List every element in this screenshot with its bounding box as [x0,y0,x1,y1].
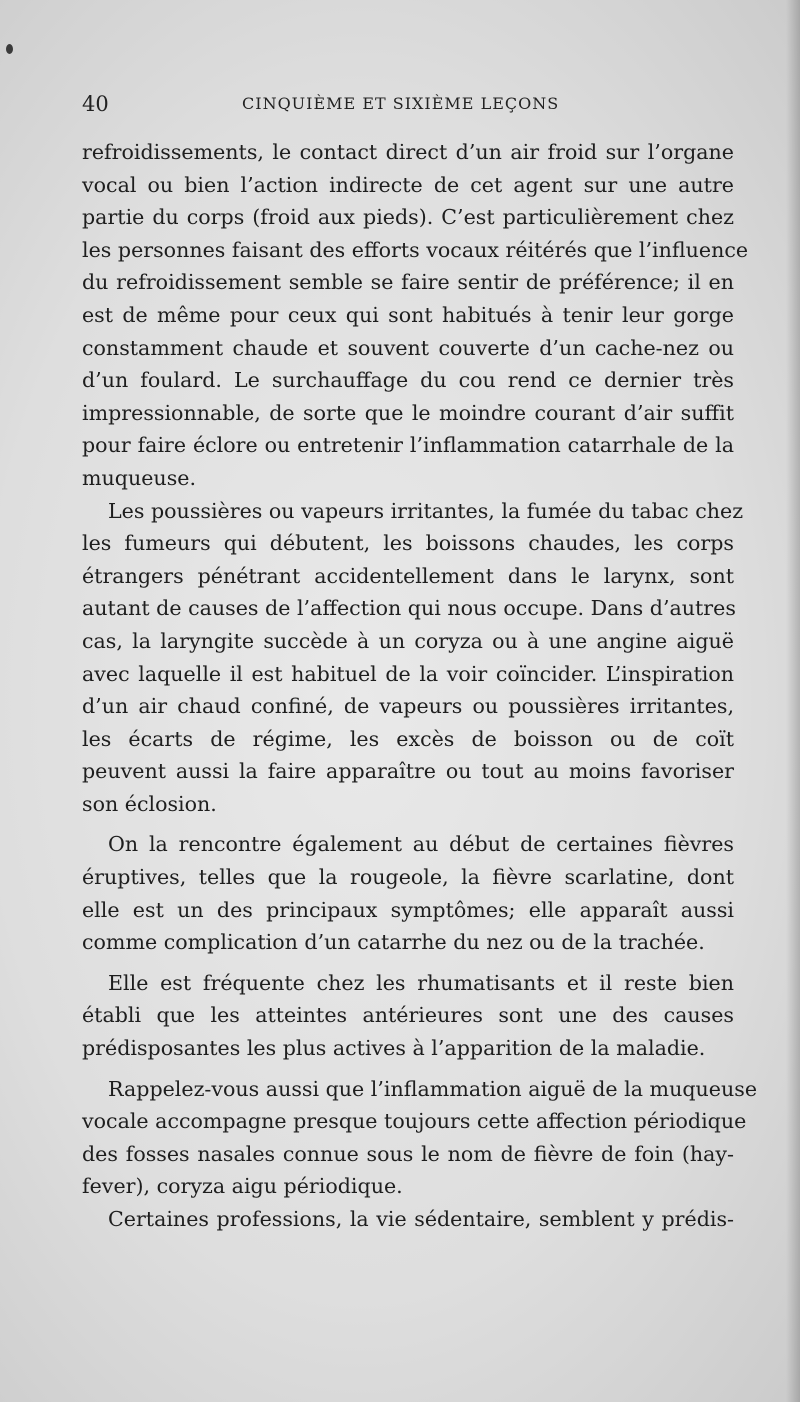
text-line: cas, la laryngite succède à un coryza ou à une angine aiguë [82,628,734,653]
text-line: partie du corps (froid aux pieds). C’est particulièrement chez [82,205,734,230]
text-line: d’un foulard. Le surchauffage du cou rend ce dernier très [82,368,734,393]
paragraph-4 [82,967,734,1065]
body-text [82,136,758,1236]
text-line: son éclosion. [82,791,217,816]
text-line: constamment chaude et souvent couverte d’un cache-nez ou [82,335,734,360]
paragraph-1 [82,136,749,495]
text-line: établi que les atteintes antérieures sont une des causes [82,1003,734,1028]
text-line: les fumeurs qui débutent, les boissons chaudes, les corps [82,531,734,556]
paragraph-gap [82,959,734,967]
text-line: vocale accompagne presque toujours cette affection périodique [82,1109,747,1134]
text-line: prédisposantes les plus actives à l’apparition de la maladie. [82,1036,706,1061]
text-line: les personnes faisant des efforts vocaux réitérés que l’influence [82,237,749,262]
paragraph-gap [82,1065,734,1073]
text-line: fever), coryza aigu périodique. [82,1174,403,1199]
text-line: avec laquelle il est habituel de la voir coïncider. L’inspiration [82,661,734,686]
paragraph-6 [82,1203,734,1236]
text-line: du refroidissement semble se faire sentir de préférence; il en [82,270,734,295]
page-header [82,88,732,120]
text-line: Certaines professions, la vie sédentaire, semblent y prédis- [108,1207,734,1231]
text-line: pour faire éclore ou entretenir l’inflammation catarrhale de la [82,433,734,458]
text-line: étrangers pénétrant accidentellement dans le larynx, sont [82,563,734,588]
text-line: Les poussières ou vapeurs irritantes, la fumée du tabac chez [108,498,744,523]
text-line: vocal ou bien l’action indirecte de cet agent sur une autre [82,172,734,197]
text-line: On la rencontre également au début de certaines fièvres [108,832,734,857]
paragraph-2 [82,495,744,821]
page-number: 40 [82,92,109,116]
text-line: Rappelez-vous aussi que l’inflammation aiguë de la muqueuse [108,1076,758,1101]
paragraph-3 [82,828,734,958]
text-line: des fosses nasales connue sous le nom de fièvre de foin (hay- [82,1141,734,1166]
ink-speck [6,44,13,54]
text-line: d’un air chaud confiné, de vapeurs ou poussières irritantes, [82,694,734,719]
text-line: est de même pour ceux qui sont habitués à tenir leur gorge [82,302,734,327]
text-line: refroidissements, le contact direct d’un air froid sur l’organe [82,140,734,164]
text-line: impressionnable, de sorte que le moindre courant d’air suffit [82,400,734,425]
paragraph-gap [82,820,734,828]
text-line: les écarts de régime, les excès de boisson ou de coït [82,726,734,751]
text-line: peuvent aussi la faire apparaître ou tout au moins favoriser [82,759,734,784]
text-line: autant de causes de l’affection qui nous occupe. Dans d’autres [82,596,736,621]
paragraph-5 [82,1073,758,1203]
text-line: comme complication d’un catarrhe du nez ou de la trachée. [82,930,705,955]
text-line: muqueuse. [82,465,196,490]
page-edge-shadow [786,0,800,1402]
text-line: Elle est fréquente chez les rhumatisants et il reste bien [108,970,734,995]
running-head: CINQUIÈME ET SIXIÈME LEÇONS [242,94,560,113]
text-line: elle est un des principaux symptômes; elle apparaît aussi [82,897,734,922]
text-line: éruptives, telles que la rougeole, la fièvre scarlatine, dont [82,865,734,890]
